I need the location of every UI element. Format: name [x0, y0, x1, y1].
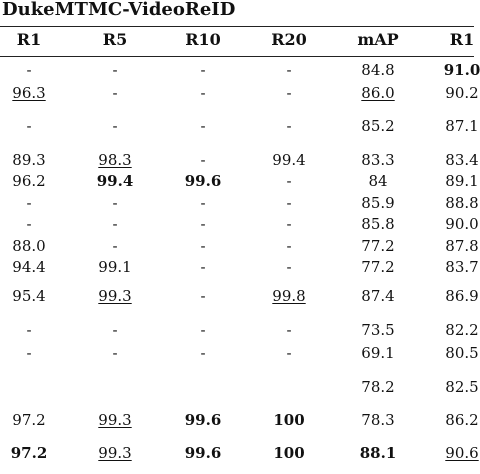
table-cell-r5: 99.3	[98, 287, 132, 305]
table-cell-r1-second: 89.1	[445, 172, 479, 190]
table-cell-r10: -	[200, 117, 206, 135]
table-cell-map: 78.2	[361, 378, 395, 396]
table-cell-r1-second: 83.4	[445, 151, 479, 169]
table-cell-r1-second: 87.8	[445, 237, 479, 255]
table-cell-map: 85.9	[361, 194, 395, 212]
table-cell-r20: -	[286, 194, 292, 212]
table-cell-r5: -	[112, 344, 118, 362]
table-cell-r1-second: 90.6	[445, 444, 479, 462]
column-header-map: mAP	[357, 30, 399, 49]
table-cell-r1: -	[26, 61, 32, 79]
table-cell-r10: -	[200, 215, 206, 233]
table-cell-map: 73.5	[361, 321, 395, 339]
table-cell-r10: 99.6	[184, 444, 222, 462]
table-cell-r1-second: 82.2	[445, 321, 479, 339]
table-cell-map: 77.2	[361, 258, 395, 276]
table-cell-r20: 99.4	[272, 151, 306, 169]
table-cell-r10: -	[200, 287, 206, 305]
table-cell-r10: -	[200, 258, 206, 276]
table-cell-r1: -	[26, 344, 32, 362]
table-cell-map: 85.2	[361, 117, 395, 135]
dataset-title: DukeMTMC-VideoReID	[2, 0, 236, 20]
table-cell-r5: -	[112, 84, 118, 102]
table-cell-map: 84	[368, 172, 388, 190]
table-cell-r5: 99.3	[98, 444, 132, 462]
table-cell-map: 83.3	[361, 151, 395, 169]
table-cell-r5: -	[112, 194, 118, 212]
table-cell-r1: 89.3	[12, 151, 46, 169]
table-cell-r10: -	[200, 151, 206, 169]
table-cell-r1: -	[26, 194, 32, 212]
table-cell-r1-second: 91.0	[443, 61, 480, 79]
table-cell-r5: -	[112, 117, 118, 135]
table-cell-r1-second: 86.9	[445, 287, 479, 305]
table-cell-r1: -	[26, 321, 32, 339]
table-cell-r1: -	[26, 215, 32, 233]
header-rule	[0, 56, 474, 57]
table-cell-r20: -	[286, 172, 292, 190]
title-rule	[0, 26, 474, 27]
table-cell-r10: -	[200, 194, 206, 212]
table-cell-map: 84.8	[361, 61, 395, 79]
table-cell-r1-second: 87.1	[445, 117, 479, 135]
table-cell-r1-second: 90.2	[445, 84, 479, 102]
table-cell-r5: -	[112, 61, 118, 79]
table-cell-r5: 99.1	[98, 258, 132, 276]
table-cell-r10: -	[200, 237, 206, 255]
table-cell-map: 88.1	[359, 444, 397, 462]
table-cell-r20: 100	[273, 444, 305, 462]
table-cell-r20: -	[286, 344, 292, 362]
table-cell-r20: 100	[273, 411, 305, 429]
table-cell-r5: 98.3	[98, 151, 132, 169]
column-header-r20: R20	[271, 30, 307, 49]
table-cell-r1: 96.3	[12, 84, 46, 102]
table-cell-r20: 99.8	[272, 287, 306, 305]
table-cell-r1: 88.0	[12, 237, 46, 255]
table-cell-map: 69.1	[361, 344, 395, 362]
column-header-r10: R10	[185, 30, 221, 49]
table-cell-map: 78.3	[361, 411, 395, 429]
table-cell-r1-second: 82.5	[445, 378, 479, 396]
table-cell-r20: -	[286, 258, 292, 276]
table-cell-map: 87.4	[361, 287, 395, 305]
table-cell-map: 86.0	[361, 84, 395, 102]
table-cell-r5: -	[112, 215, 118, 233]
table-cell-r20: -	[286, 84, 292, 102]
table-cell-r1: 97.2	[10, 444, 48, 462]
table-cell-r20: -	[286, 237, 292, 255]
column-header-r1-second: R1	[449, 30, 475, 49]
table-cell-r10: -	[200, 344, 206, 362]
table-cell-r1: 94.4	[12, 258, 46, 276]
table-cell-r10: -	[200, 61, 206, 79]
table-cell-r20: -	[286, 61, 292, 79]
column-header-r1: R1	[16, 30, 42, 49]
table-cell-r1: 97.2	[12, 411, 46, 429]
table-cell-map: 77.2	[361, 237, 395, 255]
table-cell-r10: 99.6	[184, 172, 222, 190]
table-cell-r5: -	[112, 237, 118, 255]
table-cell-r1-second: 86.2	[445, 411, 479, 429]
table-cell-r1-second: 80.5	[445, 344, 479, 362]
table-cell-r10: -	[200, 84, 206, 102]
table-cell-r5: 99.4	[96, 172, 134, 190]
table-cell-r1: 96.2	[12, 172, 46, 190]
column-header-r5: R5	[102, 30, 128, 49]
table-cell-r1-second: 83.7	[445, 258, 479, 276]
table-cell-r1-second: 90.0	[445, 215, 479, 233]
table-cell-r20: -	[286, 321, 292, 339]
table-cell-r20: -	[286, 117, 292, 135]
table-cell-r1: 95.4	[12, 287, 46, 305]
table-cell-r10: 99.6	[184, 411, 222, 429]
table-cell-r5: 99.3	[98, 411, 132, 429]
table-cell-r1: -	[26, 117, 32, 135]
table-cell-r20: -	[286, 215, 292, 233]
table-cell-r5: -	[112, 321, 118, 339]
table-cell-r10: -	[200, 321, 206, 339]
table-cell-map: 85.8	[361, 215, 395, 233]
table-cell-r1-second: 88.8	[445, 194, 479, 212]
